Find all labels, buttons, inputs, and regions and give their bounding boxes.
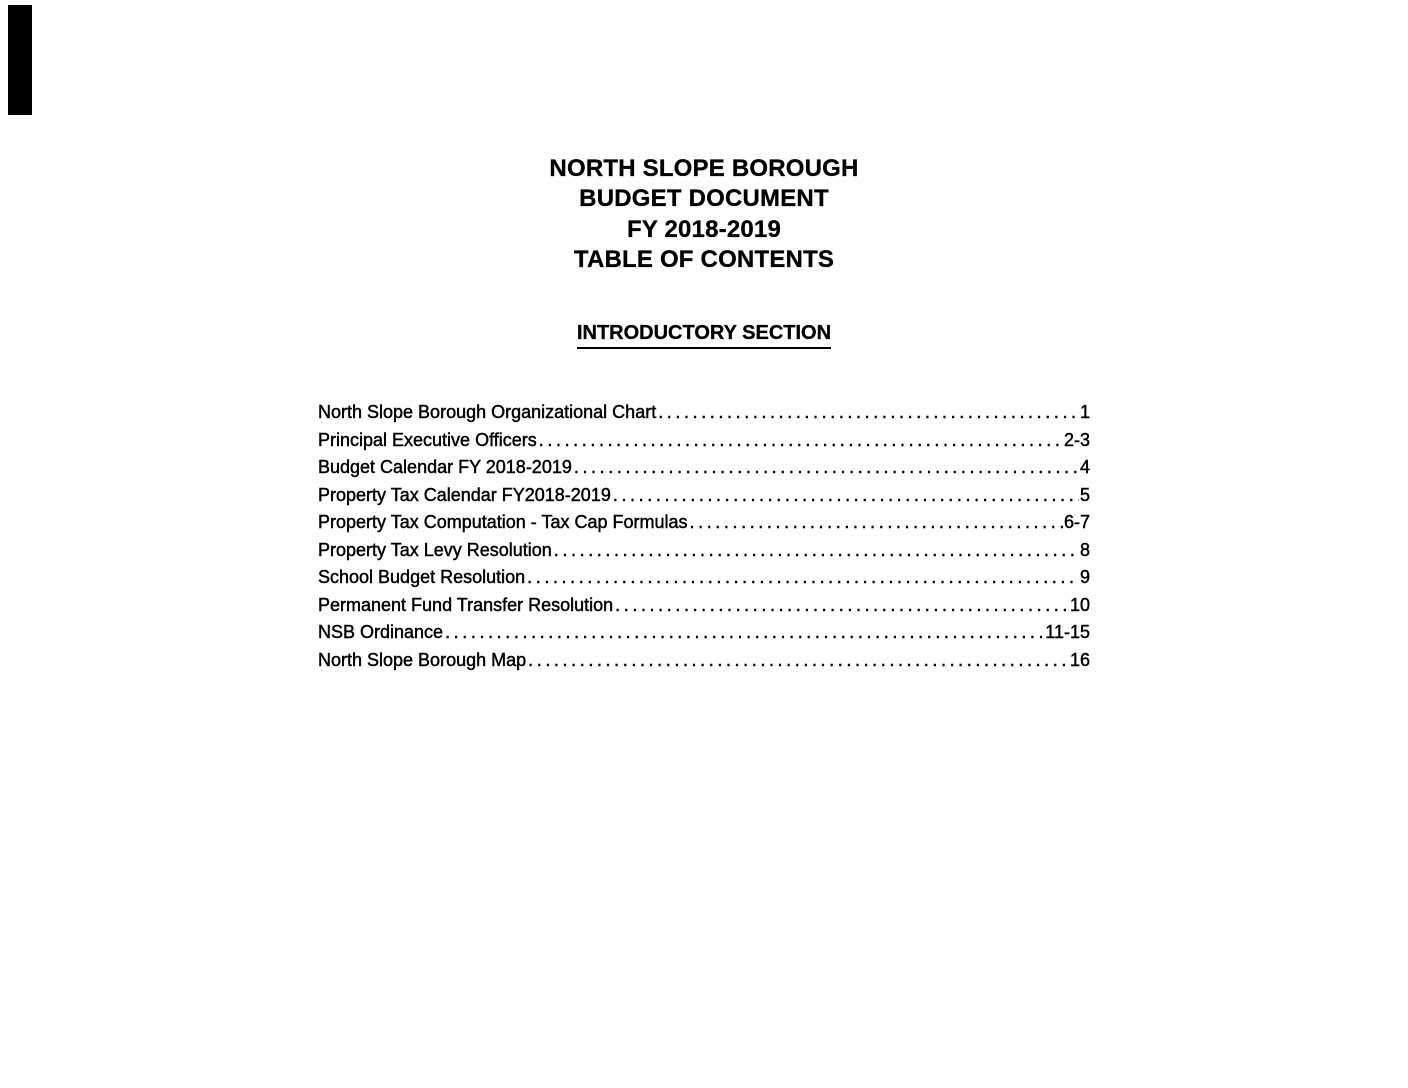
toc-entry-page: 10 (1069, 594, 1090, 615)
toc-entry (318, 647, 1090, 675)
toc-entry-title: Budget Calendar FY 2018-2019 (318, 457, 572, 477)
toc-dot-leader (615, 592, 1069, 620)
toc-dot-leader (690, 509, 1063, 537)
toc-entry-title: School Budget Resolution (318, 567, 526, 587)
toc-dot-leader (539, 427, 1063, 455)
toc-entry (318, 564, 1090, 592)
toc-dot-leader (445, 619, 1044, 647)
toc-entry-page: 1 (1079, 402, 1090, 422)
toc-dot-leader (528, 647, 1069, 675)
toc-entry (318, 509, 1090, 537)
toc-entry (318, 537, 1090, 565)
toc-entry (318, 399, 1090, 427)
toc-entry-page: 6-7 (1063, 512, 1090, 532)
toc-entry-title: North Slope Borough Organizational Chart (318, 402, 657, 422)
toc-entry-page: 4 (1079, 457, 1090, 477)
toc-entry-page: 16 (1069, 649, 1090, 670)
section-heading (0, 322, 1408, 349)
toc-entry-title: Property Tax Calendar FY2018-2019 (318, 484, 611, 505)
toc-entry (318, 427, 1090, 455)
toc-entry-title: Property Tax Computation - Tax Cap Formulas (318, 512, 688, 532)
toc-dot-leader (527, 564, 1079, 592)
toc-entry-title: Permanent Fund Transfer Resolution (318, 594, 614, 615)
toc-entry-page: 8 (1079, 539, 1090, 560)
document-title-line-1: NORTH SLOPE BOROUGH (549, 155, 859, 182)
toc-entry-page: 9 (1079, 567, 1090, 587)
toc-entry (318, 592, 1090, 620)
section-heading-text: INTRODUCTORY SECTION (577, 322, 831, 349)
scan-artifact-mark (8, 5, 32, 115)
toc-dot-leader (574, 454, 1079, 482)
toc-entry-title: North Slope Borough Map (318, 649, 527, 670)
toc-entry-title: NSB Ordinance (318, 622, 444, 642)
toc-entry (318, 619, 1090, 647)
toc-entry (318, 454, 1090, 482)
document-title-block (0, 154, 1408, 275)
toc-entry-title: Principal Executive Officers (318, 429, 537, 450)
document-title-line-3: FY 2018-2019 (626, 215, 782, 243)
toc-dot-leader (613, 482, 1079, 510)
toc-dot-leader (554, 537, 1079, 565)
toc-entry-page: 11-15 (1045, 622, 1090, 642)
toc-entry-page: 2-3 (1063, 429, 1090, 450)
toc-dot-leader (658, 399, 1079, 427)
table-of-contents (318, 399, 1090, 674)
toc-entry-page: 5 (1079, 484, 1090, 505)
toc-entry-title: Property Tax Levy Resolution (318, 539, 552, 560)
document-title-line-2: BUDGET DOCUMENT (579, 185, 829, 213)
document-title-line-4: TABLE OF CONTENTS (573, 245, 835, 273)
toc-entry (318, 482, 1090, 510)
